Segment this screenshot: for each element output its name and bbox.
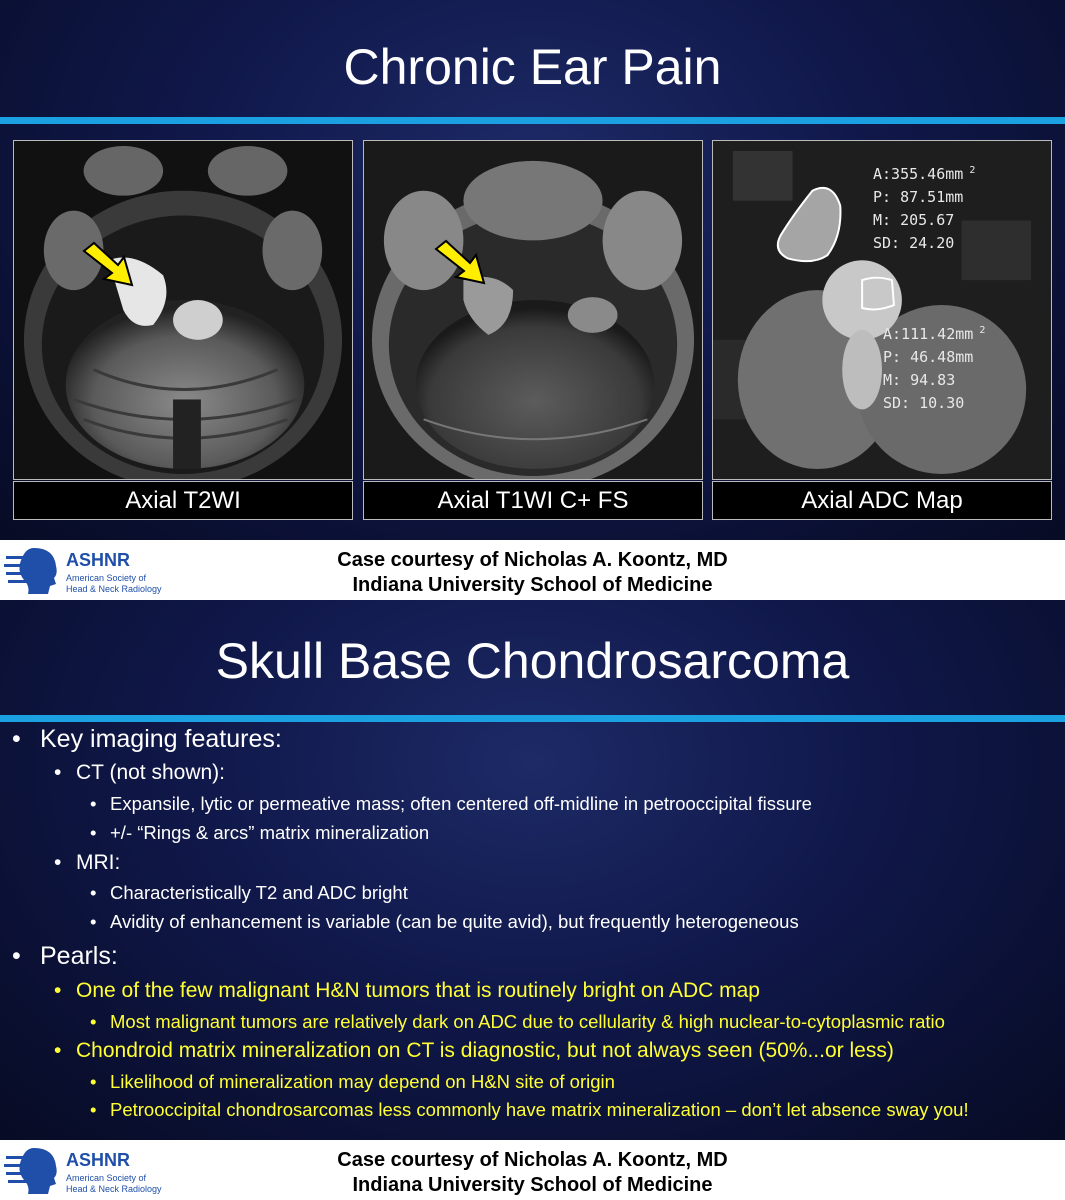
roi2-stats [883,319,985,415]
title-divider [0,117,1065,124]
roi2-area: A:111.42mm [883,325,974,343]
bullet-item-highlight: • Likelihood of mineralization may depend on H&N site of origin [90,1071,615,1092]
mri-image-t1-postcontrast [363,140,703,480]
roi1-area: A:355.46mm [873,165,964,183]
arrow-icon [80,241,136,287]
case-credit [250,1148,815,1198]
roi2-perimeter: P: 46.48mm [883,348,974,366]
caption-adc: Axial ADC Map [712,481,1052,520]
ashnr-logo [4,544,164,596]
roi2-mean: M: 94.83 [883,371,956,389]
case-credit [250,548,815,598]
bullet-item: • Key imaging features: [12,725,282,753]
roi2-area-unit-sup: 2 [979,325,986,336]
mri-image-adc [712,140,1052,480]
bullet-item-highlight: • Chondroid matrix mineralization on CT is diagnostic, but not always seen (50%...or less) [54,1039,894,1062]
logo-subtitle-1: American Society of [66,1173,147,1183]
bullet-item: • +/- “Rings & arcs” matrix mineralization [90,822,430,843]
bullet-item-highlight: • One of the few malignant H&N tumors that is routinely bright on ADC map [54,979,760,1002]
roi2-sd: SD: 10.30 [883,394,965,412]
roi1-sd: SD: 24.20 [873,234,955,252]
roi1-area-unit-sup: 2 [969,165,976,176]
slide-title: Chronic Ear Pain [343,39,722,95]
ashnr-head-logo-icon [4,1144,62,1196]
bullet-item: • Avidity of enhancement is variable (can be quite avid), but frequently heterogeneous [90,911,799,932]
slide-diagnosis [0,600,1065,1140]
mri-image-t2 [13,140,353,480]
logo-subtitle-2: Head & Neck Radiology [66,584,162,594]
bullet-item-highlight: • Most malignant tumors are relatively dark on ADC due to cellularity & high nuclear-to-cytoplasmic ratio [90,1011,945,1032]
caption-t1: Axial T1WI C+ FS [363,481,703,520]
logo-name: ASHNR [66,1150,131,1170]
credit-line-2: Indiana University School of Medicine [352,1174,713,1196]
title-divider [0,715,1065,722]
bullet-item: • MRI: [54,851,121,874]
logo-subtitle-1: American Society of [66,573,147,583]
caption-t2: Axial T2WI [13,481,353,520]
credit-line-2: Indiana University School of Medicine [352,574,713,596]
bullet-item-highlight: • Petrooccipital chondrosarcomas less commonly have matrix mineralization – don’t let absence sway you! [90,1099,969,1120]
roi1-perimeter: P: 87.51mm [873,188,964,206]
logo-name: ASHNR [66,550,131,570]
slide-case [0,0,1065,540]
bullet-item: • Expansile, lytic or permeative mass; often centered off-midline in petrooccipital fissure [90,793,812,814]
roi1-mean: M: 205.67 [873,211,955,229]
bullet-item: • Characteristically T2 and ADC bright [90,882,408,903]
roi1-stats [873,159,975,255]
slide-title: Skull Base Chondrosarcoma [215,633,850,689]
credit-line-1: Case courtesy of Nicholas A. Koontz, MD [337,1149,728,1171]
slide-footer [0,1140,1065,1200]
credit-line-1: Case courtesy of Nicholas A. Koontz, MD [337,549,728,571]
ashnr-head-logo-icon [4,544,62,596]
arrow-icon [432,239,488,285]
bullet-item: • Pearls: [12,942,118,970]
slide-footer [0,540,1065,600]
bullet-item: • CT (not shown): [54,761,225,784]
logo-subtitle-2: Head & Neck Radiology [66,1184,162,1194]
ashnr-logo [4,1144,164,1196]
